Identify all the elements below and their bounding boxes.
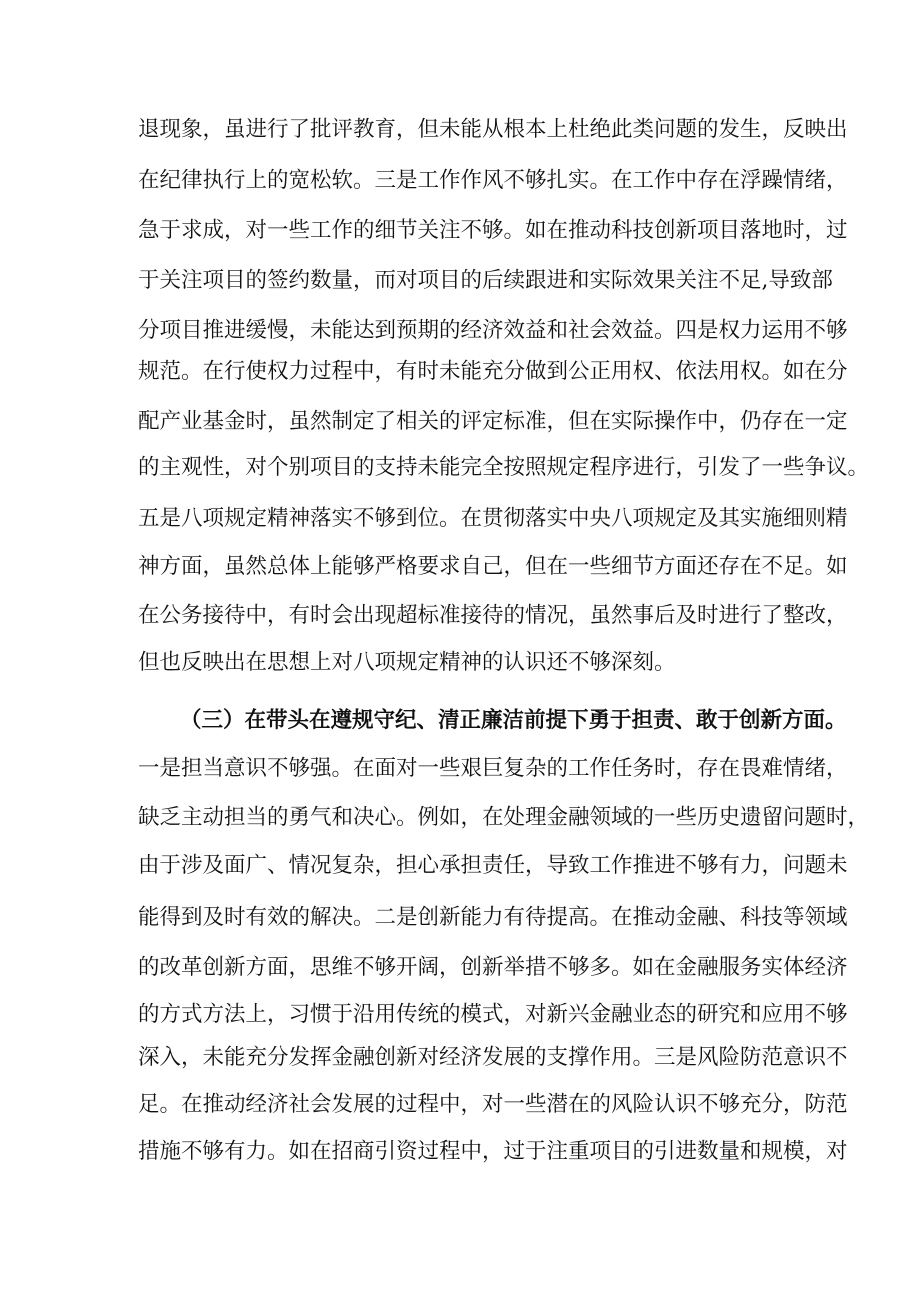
section-heading: （三）在带头在遵规守纪、清正廉洁前提下勇于担责、敢于创新方面。 [180, 708, 847, 733]
paragraph-line: 足。在推动经济社会发展的过程中，对一些潜在的风险认识不够充分，防范 [138, 1092, 848, 1117]
paragraph-line: 神方面，虽然总体上能够严格要求自己，但在一些细节方面还存在不足。如 [138, 554, 848, 579]
paragraph-line: 的主观性，对个别项目的支持未能完全按照规定程序进行，引发了一些争议。 [138, 455, 870, 480]
paragraph-line: 由于涉及面广、情况复杂，担心承担责任，导致工作推进不够有力，问题未 [138, 853, 848, 878]
paragraph-line: 急于求成，对一些工作的细节关注不够。如在推动科技创新项目落地时，过 [138, 218, 848, 243]
paragraph-line: 退现象，虽进行了批评教育，但未能从根本上杜绝此类问题的发生，反映出 [138, 117, 848, 142]
paragraph-line: 深入，未能充分发挥金融创新对经济发展的支撑作用。三是风险防范意识不 [138, 1045, 848, 1070]
paragraph-line: 缺乏主动担当的勇气和决心。例如，在处理金融领域的一些历史遗留问题时， [138, 805, 870, 830]
paragraph-line: 措施不够有力。如在招商引资过程中，过于注重项目的引进数量和规模，对 [138, 1139, 848, 1164]
paragraph-line: 配产业基金时，虽然制定了相关的评定标准，但在实际操作中，仍存在一定 [138, 409, 848, 434]
paragraph-line: 于关注项目的签约数量，而对项目的后续跟进和实际效果关注不足,导致部 [138, 268, 833, 293]
paragraph-line: 五是八项规定精神落实不够到位。在贯彻落实中央八项规定及其实施细则精 [138, 506, 848, 531]
paragraph-line: 在纪律执行上的宽松软。三是工作作风不够扎实。在工作中存在浮躁情绪， [138, 168, 848, 193]
paragraph-line: 在公务接待中，有时会出现超标准接待的情况，虽然事后及时进行了整改， [138, 603, 848, 628]
paragraph-line: 能得到及时有效的解决。二是创新能力有待提高。在推动金融、科技等领域 [138, 905, 848, 930]
paragraph-line: 但也反映出在思想上对八项规定精神的认识还不够深刻。 [138, 650, 676, 675]
paragraph-line: 分项目推进缓慢，未能达到预期的经济效益和社会效益。四是权力运用不够 [138, 318, 848, 343]
paragraph-line: 的方式方法上，习惯于沿用传统的模式，对新兴金融业态的研究和应用不够 [138, 1002, 848, 1027]
paragraph-line: 一是担当意识不够强。在面对一些艰巨复杂的工作任务时，存在畏难情绪， [138, 756, 848, 781]
paragraph-line: 规范。在行使权力过程中，有时未能充分做到公正用权、依法用权。如在分 [138, 359, 848, 384]
paragraph-line: 的改革创新方面，思维不够开阔，创新举措不够多。如在金融服务实体经济 [138, 955, 848, 980]
